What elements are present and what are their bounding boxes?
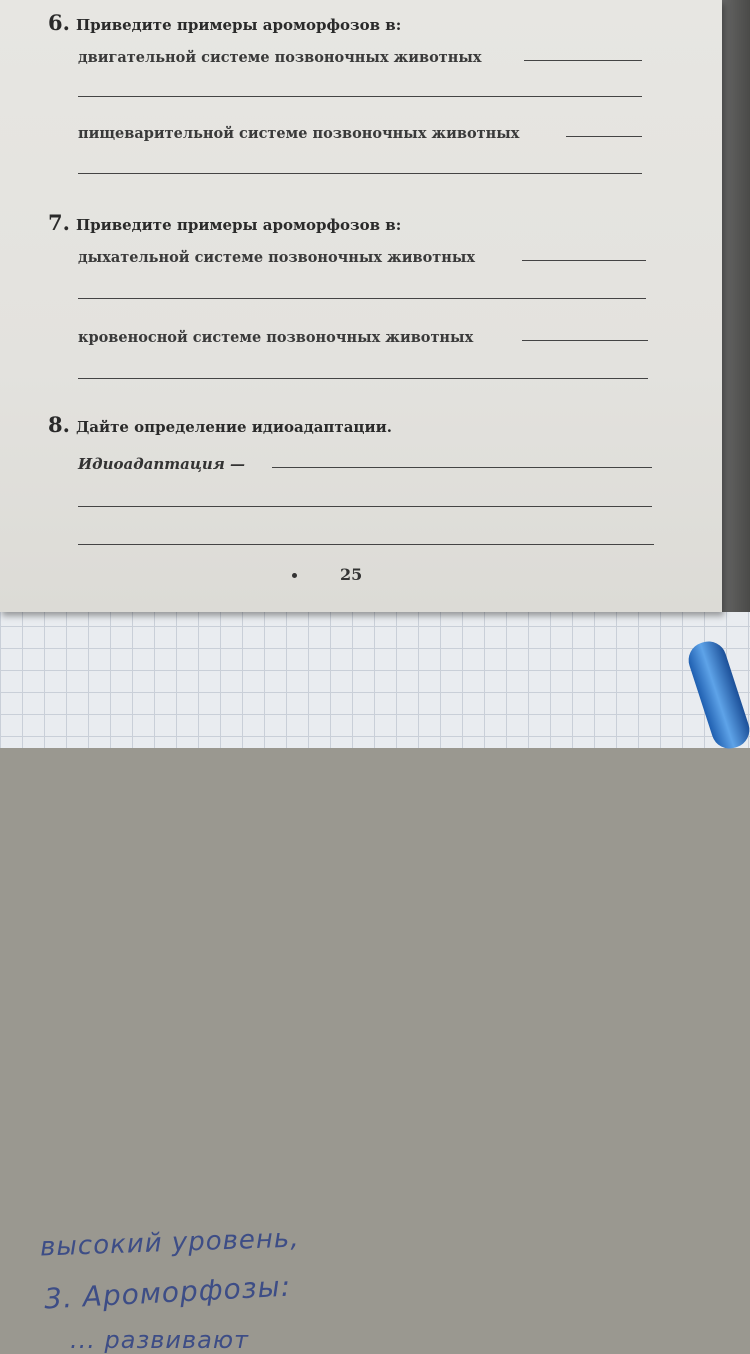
page-number: 25 (340, 565, 363, 584)
notebook-sheet (0, 600, 750, 1354)
answer-line[interactable] (524, 60, 642, 61)
task-7: 7. Приведите примеры ароморфозов в: (48, 210, 402, 235)
answer-line[interactable] (566, 136, 642, 137)
field-label-respiratory: дыхательной системе позвоночных животных (78, 249, 476, 266)
field-label-idioadaptation: Идиоадаптация — (78, 455, 245, 473)
answer-line[interactable] (78, 96, 642, 97)
answer-line[interactable] (522, 340, 648, 341)
answer-line[interactable] (78, 378, 648, 379)
answer-line[interactable] (272, 467, 652, 468)
answer-line[interactable] (78, 544, 654, 545)
handwritten-line: ... развивают (70, 1326, 249, 1354)
workbook-page (0, 0, 722, 612)
answer-line[interactable] (78, 506, 652, 507)
task-8: 8. Дайте определение идиоадаптации. (48, 412, 392, 437)
field-label-locomotor: двигательной системе позвоночных животных (78, 49, 482, 66)
field-label-circulatory: кровеносной системе позвоночных животных (78, 329, 474, 346)
handwritten-line: 3. Ароморфозы: (43, 1269, 292, 1316)
answer-line[interactable] (78, 173, 642, 174)
page-dot (292, 573, 297, 578)
answer-line[interactable] (522, 260, 646, 261)
handwritten-line: высокий уровень, (39, 1223, 300, 1263)
field-label-digestive: пищеварительной системе позвоночных животных (78, 125, 520, 142)
task-6: 6. Приведите примеры ароморфозов в: (48, 10, 402, 35)
answer-line[interactable] (78, 298, 646, 299)
